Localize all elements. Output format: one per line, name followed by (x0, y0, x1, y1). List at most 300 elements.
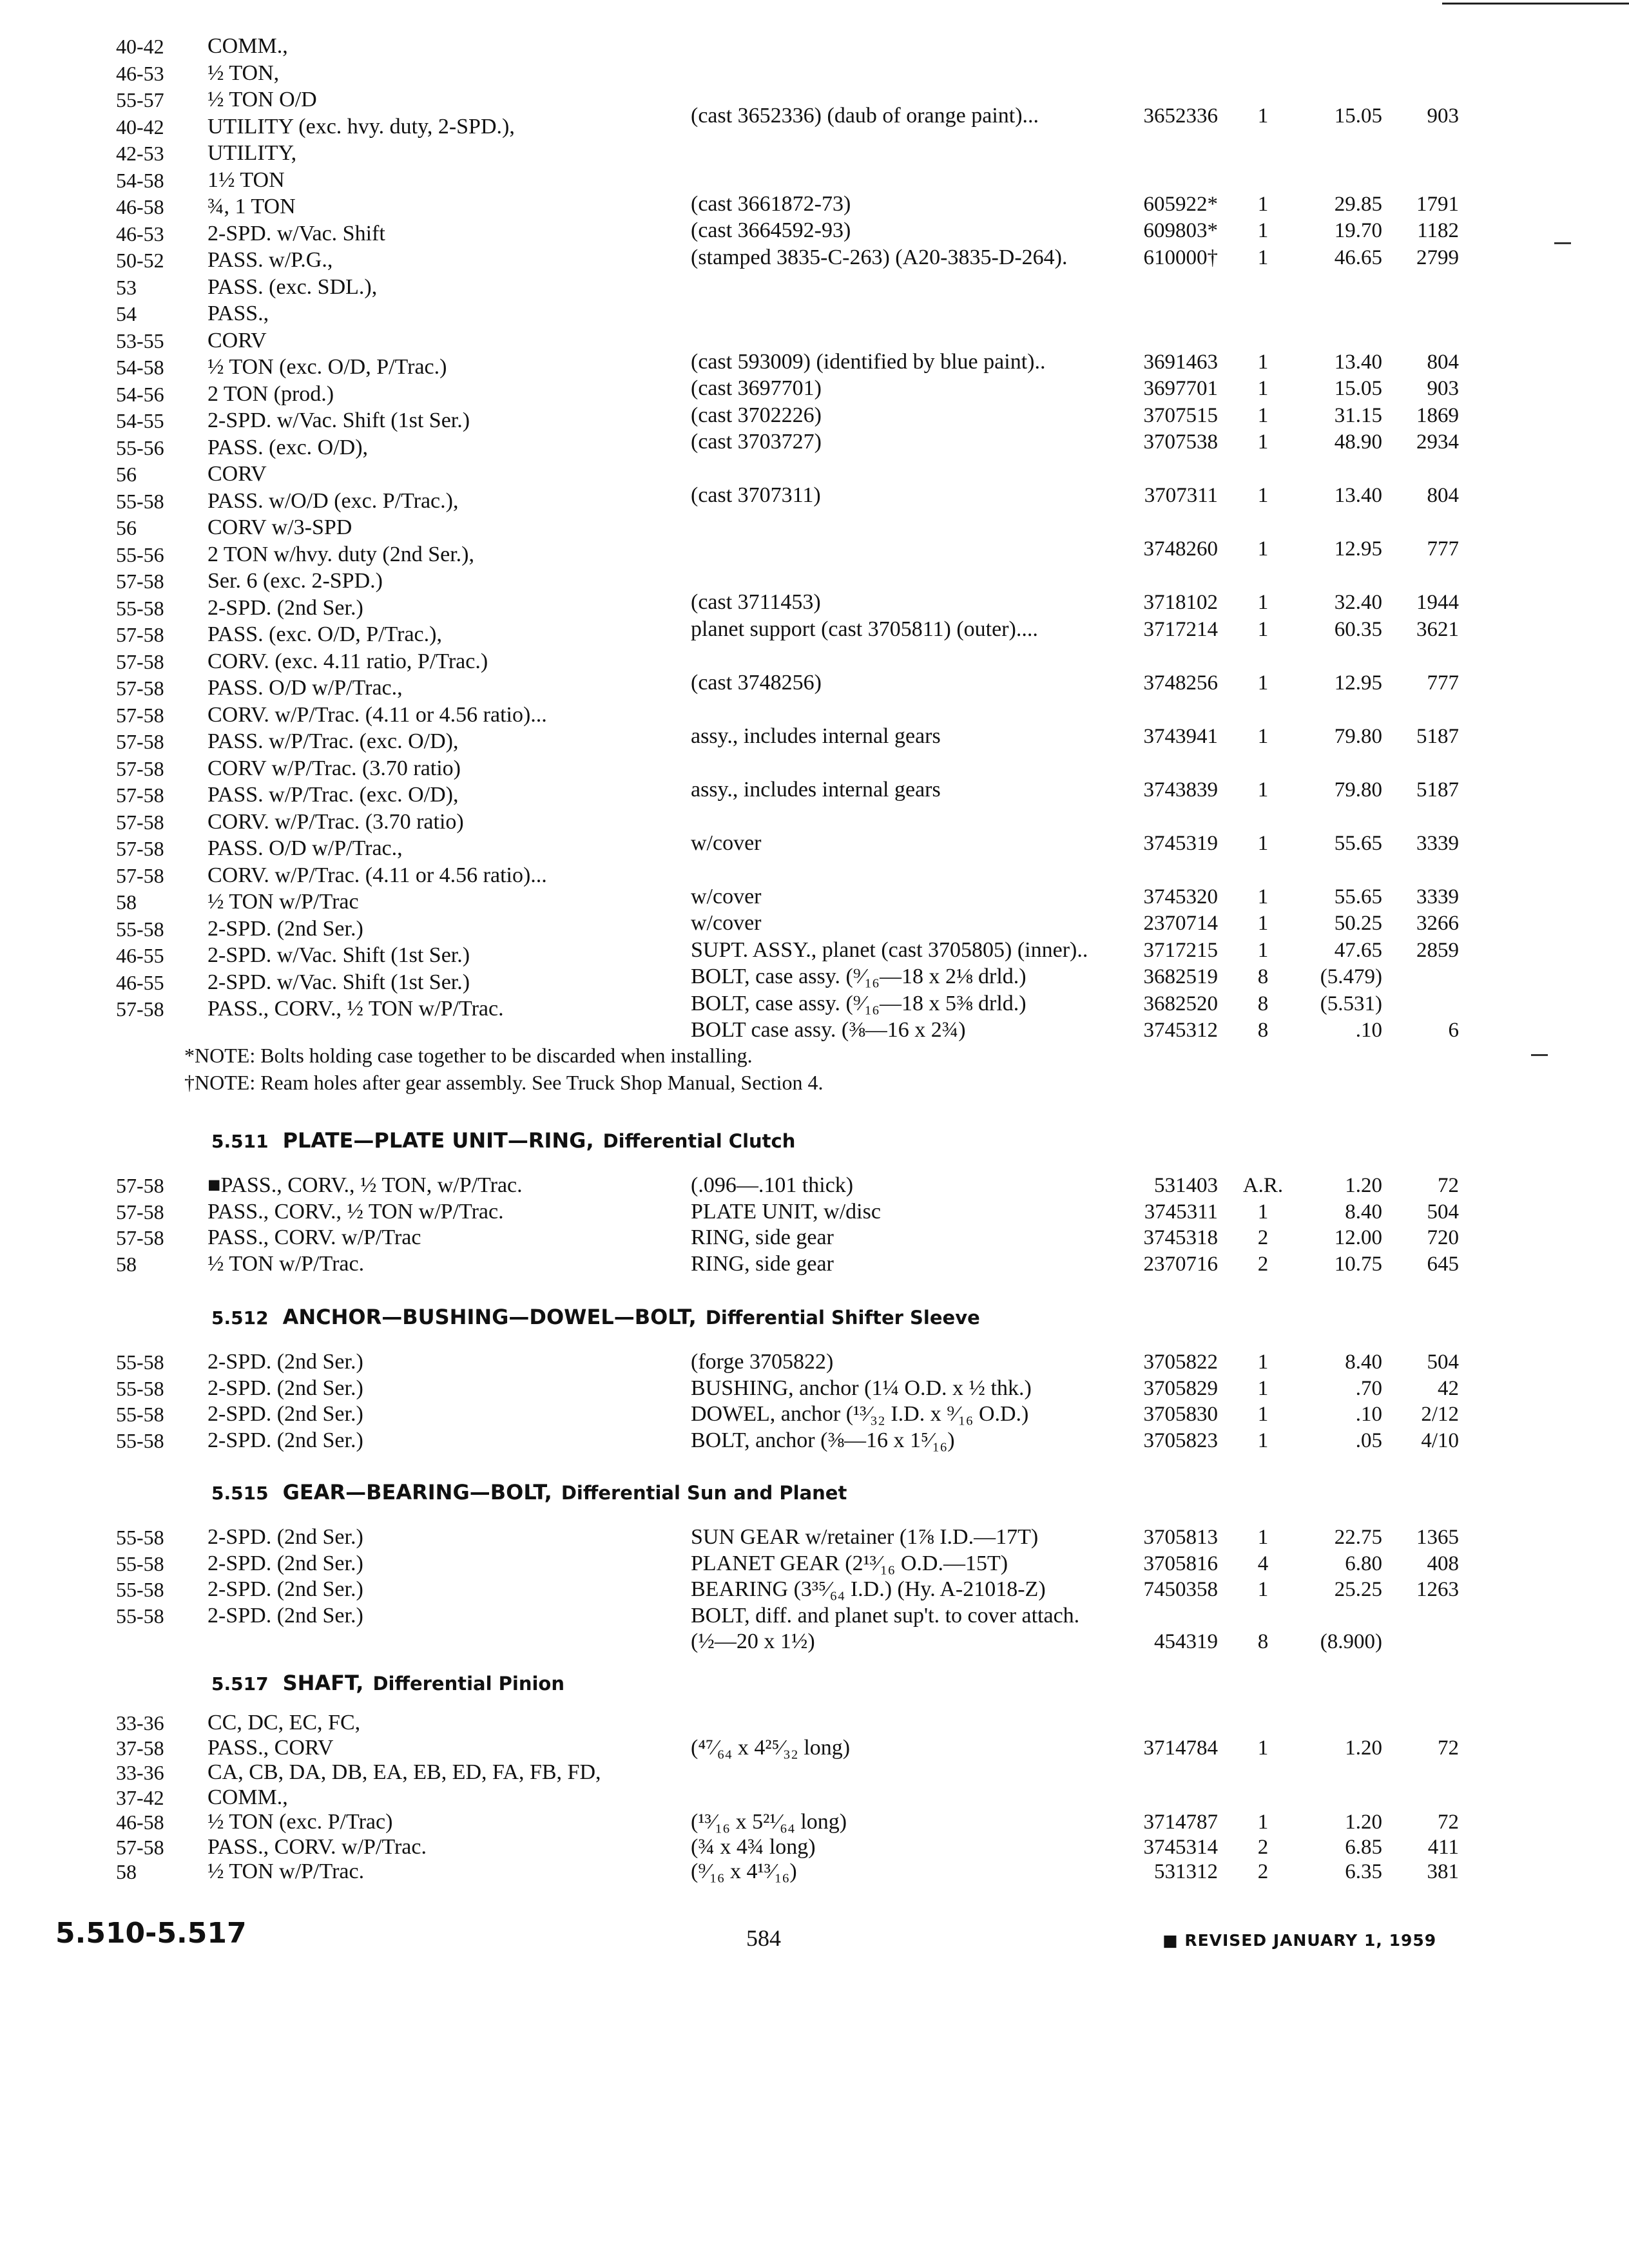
price-code: 804 (1427, 350, 1459, 374)
section-heading (211, 1128, 795, 1155)
part-description: (⁹⁄₁₆ x 4¹³⁄₁₆) (691, 1860, 797, 1883)
section-subtitle: Differential Sun and Planet (561, 1482, 847, 1504)
quantity: 2 (1257, 1860, 1269, 1883)
quantity: A.R. (1242, 1174, 1284, 1197)
part-number: 3714787 (1143, 1811, 1218, 1834)
part-number: 3707538 (1143, 430, 1218, 454)
part-number: 605922* (1143, 192, 1218, 216)
list-price: (5.479) (1320, 965, 1382, 989)
part-number: 3745319 (1143, 831, 1218, 855)
price-code: 381 (1427, 1860, 1459, 1883)
price-code: 1365 (1416, 1526, 1459, 1549)
part-description: assy., includes internal gears (691, 724, 941, 748)
list-price: 19.70 (1334, 219, 1382, 243)
part-number: 3707311 (1144, 484, 1218, 508)
price-code: 1791 (1416, 192, 1459, 216)
application: CORV (207, 328, 267, 352)
price-code: 42 (1438, 1376, 1459, 1400)
quantity: 4 (1257, 1552, 1269, 1575)
application: 2 TON w/hvy. duty (2nd Ser.), (207, 542, 474, 566)
price-code: 3621 (1416, 617, 1459, 641)
quantity: 1 (1257, 1350, 1269, 1374)
part-number: 3745314 (1143, 1835, 1218, 1859)
part-number: 609803* (1143, 219, 1218, 243)
price-code: 804 (1427, 484, 1459, 508)
price-code: 2799 (1416, 245, 1459, 269)
part-number: 3705823 (1143, 1428, 1218, 1452)
quantity: 1 (1257, 1736, 1269, 1760)
year-range: 55-57 (116, 88, 164, 111)
application: CORV w/P/Trac. (3.70 ratio) (207, 756, 461, 780)
list-price: 50.25 (1334, 912, 1382, 936)
price-code: 5187 (1416, 724, 1459, 748)
part-description: planet support (cast 3705811) (outer).... (691, 617, 1038, 641)
application: PASS., CORV., ½ TON w/P/Trac. (207, 1199, 504, 1224)
section-subtitle: Differential Shifter Sleeve (705, 1307, 980, 1329)
price-code: 777 (1427, 671, 1459, 695)
application: PASS. w/P.G., (207, 248, 333, 272)
year-range: 54-56 (116, 382, 164, 406)
year-range: 57-58 (116, 730, 164, 753)
part-description: SUPT. ASSY., planet (cast 3705805) (inner).. (691, 937, 1088, 962)
year-range: 57-58 (116, 756, 164, 780)
list-price: 12.95 (1334, 671, 1382, 695)
part-description: BOLT, case assy. (⁹⁄₁₆—18 x 5⅜ drld.) (691, 991, 1027, 1015)
section-number: 5.517 (211, 1673, 269, 1695)
part-description: w/cover (691, 884, 762, 908)
year-range: 54 (116, 302, 137, 325)
part-number: 2370714 (1143, 912, 1218, 936)
year-range: 53-55 (116, 329, 164, 352)
part-number: 3748260 (1143, 537, 1218, 561)
quantity: 1 (1257, 1578, 1269, 1601)
quantity: 1 (1257, 831, 1269, 855)
section-title: SHAFT, (282, 1671, 364, 1695)
year-range: 55-58 (116, 596, 164, 620)
price-code: 5187 (1416, 778, 1459, 802)
year-range: 46-53 (116, 61, 164, 85)
application: 2-SPD. w/Vac. Shift (1st Ser.) (207, 943, 470, 967)
footnote: *NOTE: Bolts holding case together to be discarded when installing. (184, 1044, 753, 1067)
part-number: 454319 (1154, 1630, 1218, 1653)
price-code: 504 (1427, 1200, 1459, 1224)
section-number: 5.512 (211, 1307, 269, 1329)
price-code: 903 (1427, 104, 1459, 128)
quantity: 1 (1257, 245, 1269, 269)
quantity: 1 (1257, 724, 1269, 748)
part-number: 3707515 (1143, 403, 1218, 427)
price-code: 4/10 (1421, 1428, 1459, 1452)
part-description: (cast 593009) (identified by blue paint).. (691, 349, 1046, 374)
list-price: 79.80 (1334, 724, 1382, 748)
quantity: 1 (1257, 1811, 1269, 1834)
year-range: 42-53 (116, 142, 164, 165)
application: 2-SPD. (2nd Ser.) (207, 1402, 363, 1426)
part-description: BOLT, anchor (⅜—16 x 1⁵⁄₁₆) (691, 1428, 955, 1452)
year-range: 46-58 (116, 1811, 164, 1834)
part-number: 3705813 (1143, 1526, 1218, 1549)
application: 2-SPD. (2nd Ser.) (207, 1577, 363, 1601)
part-number: 3718102 (1143, 591, 1218, 615)
year-range: 55-58 (116, 1604, 164, 1628)
margin-tick (1531, 1054, 1548, 1056)
list-price: .05 (1355, 1428, 1382, 1452)
part-number: 531403 (1154, 1174, 1218, 1197)
year-range: 55-58 (116, 1578, 164, 1601)
part-number: 3705830 (1143, 1403, 1218, 1426)
part-description: (cast 3707311) (691, 483, 821, 508)
price-code: 408 (1427, 1552, 1459, 1575)
year-range: 56 (116, 516, 137, 539)
application: CORV (207, 462, 267, 486)
price-code: 72 (1438, 1174, 1459, 1197)
year-range: 55-58 (116, 1350, 164, 1374)
application: ½ TON w/P/Trac (207, 890, 359, 914)
year-range: 37-58 (116, 1736, 164, 1760)
part-number: 3682520 (1143, 992, 1218, 1015)
list-price: 1.20 (1345, 1736, 1382, 1760)
year-range: 40-42 (116, 115, 164, 139)
quantity: 1 (1257, 1526, 1269, 1549)
list-price: 6.80 (1345, 1552, 1382, 1575)
year-range: 55-58 (116, 489, 164, 513)
year-range: 46-55 (116, 970, 164, 994)
list-price: 15.05 (1334, 104, 1382, 128)
section-number: 5.515 (211, 1483, 269, 1504)
part-description: (cast 3702226) (691, 403, 822, 427)
part-description: w/cover (691, 831, 762, 855)
part-description: BUSHING, anchor (1¼ O.D. x ½ thk.) (691, 1376, 1032, 1400)
part-number: 3717214 (1143, 617, 1218, 641)
quantity: 1 (1257, 885, 1269, 908)
year-range: 58 (116, 1252, 137, 1276)
price-code: 1263 (1416, 1578, 1459, 1601)
footer-section-range: 5.510-5.517 (55, 1917, 247, 1950)
part-number: 3745318 (1143, 1226, 1218, 1249)
year-range: 56 (116, 463, 137, 486)
year-range: 57-58 (116, 677, 164, 700)
application: 2-SPD. (2nd Ser.) (207, 916, 363, 941)
application: PASS. O/D w/P/Trac., (207, 836, 403, 860)
list-price: 31.15 (1334, 403, 1382, 427)
part-description: (cast 3748256) (691, 670, 822, 695)
year-range: 57-58 (116, 1200, 164, 1224)
year-range: 55-58 (116, 1428, 164, 1452)
list-price: 6.85 (1345, 1835, 1382, 1859)
list-price: (8.900) (1320, 1630, 1382, 1653)
year-range: 54-58 (116, 356, 164, 379)
year-range: 54-58 (116, 168, 164, 192)
application: 2-SPD. (2nd Ser.) (207, 1376, 363, 1400)
part-description: BOLT case assy. (⅜—16 x 2¾) (691, 1018, 966, 1043)
application: PASS. (exc. O/D), (207, 435, 369, 459)
year-range: 57-58 (116, 1174, 164, 1197)
application: PASS. w/P/Trac. (exc. O/D), (207, 729, 459, 753)
price-code: 1869 (1416, 403, 1459, 427)
list-price: (5.531) (1320, 992, 1382, 1015)
list-price: 55.65 (1334, 885, 1382, 908)
price-code: 3339 (1416, 885, 1459, 908)
year-range: 50-52 (116, 249, 164, 272)
quantity: 1 (1257, 778, 1269, 802)
year-range: 33-36 (116, 1761, 164, 1784)
part-number: 531312 (1154, 1860, 1218, 1883)
part-description: (.096—.101 thick) (691, 1173, 854, 1197)
application: CORV w/3-SPD (207, 515, 352, 539)
year-range: 55-58 (116, 1526, 164, 1549)
part-description: (cast 3711453) (691, 590, 821, 615)
year-range: 57-58 (116, 863, 164, 887)
part-description: (¹³⁄₁₆ x 5²¹⁄₆₄ long) (691, 1810, 847, 1834)
quantity: 2 (1257, 1252, 1269, 1276)
application: ½ TON O/D (207, 88, 317, 111)
quantity: 1 (1257, 617, 1269, 641)
application: CORV. w/P/Trac. (4.11 or 4.56 ratio)... (207, 863, 547, 887)
year-range: 57-58 (116, 997, 164, 1021)
year-range: 33-36 (116, 1711, 164, 1735)
application: CA, CB, DA, DB, EA, EB, ED, FA, FB, FD, (207, 1760, 601, 1784)
application: ½ TON (exc. P/Trac) (207, 1810, 393, 1834)
quantity: 1 (1257, 591, 1269, 615)
application: UTILITY, (207, 141, 297, 165)
list-price: 22.75 (1334, 1526, 1382, 1549)
year-range: 55-58 (116, 1403, 164, 1426)
part-number: 3745312 (1143, 1019, 1218, 1043)
part-description: (¾ x 4¾ long) (691, 1834, 816, 1859)
application: COMM., (207, 34, 288, 58)
price-code: 3266 (1416, 912, 1459, 936)
price-code: 72 (1438, 1736, 1459, 1760)
quantity: 2 (1257, 1226, 1269, 1249)
list-price: 12.00 (1334, 1226, 1382, 1249)
application: PASS., (207, 302, 269, 325)
part-description: (cast 3703727) (691, 430, 822, 454)
application: PASS. w/P/Trac. (exc. O/D), (207, 783, 459, 807)
price-code: 645 (1427, 1252, 1459, 1276)
quantity: 8 (1257, 1630, 1269, 1653)
section-number: 5.511 (211, 1131, 269, 1152)
year-range: 55-56 (116, 436, 164, 459)
part-description: BEARING (3³⁵⁄₆₄ I.D.) (Hy. A-21018-Z) (691, 1577, 1046, 1601)
application: 2-SPD. (2nd Ser.) (207, 1350, 363, 1374)
application: UTILITY (exc. hvy. duty, 2-SPD.), (207, 114, 515, 139)
part-number: 3705829 (1143, 1376, 1218, 1400)
list-price: 12.95 (1334, 537, 1382, 561)
price-code: 3339 (1416, 831, 1459, 855)
part-description: SUN GEAR w/retainer (1⅞ I.D.—17T) (691, 1525, 1039, 1549)
section-title: PLATE—PLATE UNIT—RING, (282, 1128, 594, 1153)
application: 1½ TON (207, 168, 285, 192)
quantity: 1 (1257, 1376, 1269, 1400)
year-range: 58 (116, 890, 137, 914)
price-code: 1944 (1416, 591, 1459, 615)
application: CORV. w/P/Trac. (4.11 or 4.56 ratio)... (207, 702, 547, 727)
part-description: RING, side gear (691, 1225, 834, 1249)
application: ■PASS., CORV., ½ TON, w/P/Trac. (207, 1173, 523, 1197)
application: ¾, 1 TON (207, 195, 296, 218)
year-range: 46-55 (116, 944, 164, 967)
list-price: 13.40 (1334, 350, 1382, 374)
part-description: PLATE UNIT, w/disc (691, 1199, 881, 1224)
list-price: 1.20 (1345, 1811, 1382, 1834)
application: CORV. w/P/Trac. (3.70 ratio) (207, 809, 464, 834)
application: 2-SPD. (2nd Ser.) (207, 1525, 363, 1549)
list-price: .70 (1355, 1376, 1382, 1400)
part-description: DOWEL, anchor (¹³⁄₃₂ I.D. x ⁹⁄₁₆ O.D.) (691, 1402, 1029, 1426)
quantity: 1 (1257, 377, 1269, 401)
section-heading (211, 1670, 564, 1697)
list-price: 8.40 (1345, 1200, 1382, 1224)
part-description: RING, side gear (691, 1251, 834, 1276)
year-range: 46-53 (116, 222, 164, 245)
list-price: 79.80 (1334, 778, 1382, 802)
quantity: 1 (1257, 484, 1269, 508)
quantity: 8 (1257, 1019, 1269, 1043)
application: 2-SPD. w/Vac. Shift (1st Ser.) (207, 970, 470, 994)
price-code: 903 (1427, 377, 1459, 401)
application: 2 TON (prod.) (207, 381, 334, 406)
quantity: 1 (1257, 938, 1269, 962)
part-description: (stamped 3835-C-263) (A20-3835-D-264). (691, 245, 1068, 269)
section-subtitle: Differential Pinion (372, 1673, 565, 1695)
quantity: 1 (1257, 1428, 1269, 1452)
footer-revised-date: ■ REVISED JANUARY 1, 1959 (1162, 1931, 1437, 1950)
year-range: 57-58 (116, 837, 164, 860)
quantity: 1 (1257, 1403, 1269, 1426)
price-code: 72 (1438, 1811, 1459, 1834)
list-price: 13.40 (1334, 484, 1382, 508)
application: PASS. w/O/D (exc. P/Trac.), (207, 488, 459, 513)
year-range: 46-58 (116, 195, 164, 218)
year-range: 37-42 (116, 1785, 164, 1809)
year-range: 58 (116, 1860, 137, 1883)
footnote: †NOTE: Ream holes after gear assembly. See Truck Shop Manual, Section 4. (184, 1071, 824, 1094)
year-range: 55-58 (116, 1376, 164, 1400)
year-range: 40-42 (116, 35, 164, 58)
part-description: BOLT, case assy. (⁹⁄₁₆—18 x 2⅛ drld.) (691, 965, 1027, 989)
list-price: 55.65 (1334, 831, 1382, 855)
price-code: 504 (1427, 1350, 1459, 1374)
part-description: w/cover (691, 911, 762, 936)
application: CC, DC, EC, FC, (207, 1711, 361, 1735)
list-price: .10 (1355, 1019, 1382, 1043)
quantity: 1 (1257, 350, 1269, 374)
price-code: 411 (1427, 1835, 1459, 1859)
year-range: 57-58 (116, 570, 164, 593)
application: PASS. (exc. O/D, P/Trac.), (207, 622, 442, 646)
part-number: 3697701 (1143, 377, 1218, 401)
application: 2-SPD. (2nd Ser.) (207, 1551, 363, 1575)
application: PASS., CORV. w/P/Trac. (207, 1834, 427, 1859)
part-number: 3714784 (1143, 1736, 1218, 1760)
part-number: 3682519 (1143, 965, 1218, 989)
margin-tick (1554, 242, 1571, 244)
application: PASS. (exc. SDL.), (207, 274, 378, 299)
list-price: 60.35 (1334, 617, 1382, 641)
part-number: 610000† (1143, 245, 1218, 269)
footer-page-number: 584 (746, 1925, 781, 1951)
quantity: 8 (1257, 992, 1269, 1015)
part-description: (cast 3664592-93) (691, 218, 851, 243)
application: PASS., CORV (207, 1735, 334, 1760)
application: ½ TON w/P/Trac. (207, 1860, 365, 1883)
quantity: 1 (1257, 104, 1269, 128)
corner-rule (1442, 3, 1629, 5)
part-description: PLANET GEAR (2¹³⁄₁₆ O.D.—15T) (691, 1551, 1008, 1575)
part-description: (cast 3697701) (691, 376, 822, 401)
list-price: 15.05 (1334, 377, 1382, 401)
application: 2-SPD. w/Vac. Shift (1st Ser.) (207, 408, 470, 432)
year-range: 57-58 (116, 1226, 164, 1249)
price-code: 2/12 (1421, 1403, 1459, 1426)
part-description: (cast 3652336) (daub of orange paint)... (691, 103, 1039, 128)
section-title: ANCHOR—BUSHING—DOWEL—BOLT, (282, 1305, 697, 1329)
application: ½ TON w/P/Trac. (207, 1251, 365, 1276)
quantity: 8 (1257, 965, 1269, 989)
part-number: 3748256 (1143, 671, 1218, 695)
part-number: 3652336 (1143, 104, 1218, 128)
list-price: 32.40 (1334, 591, 1382, 615)
price-code: 2934 (1416, 430, 1459, 454)
part-description: (cast 3661872-73) (691, 191, 851, 216)
year-range: 55-56 (116, 543, 164, 566)
year-range: 53 (116, 275, 137, 299)
list-price: 1.20 (1345, 1174, 1382, 1197)
part-number: 2370716 (1143, 1252, 1218, 1276)
price-code: 1182 (1417, 219, 1459, 243)
part-number: 3717215 (1143, 938, 1218, 962)
application: ½ TON, (207, 61, 280, 85)
quantity: 1 (1257, 912, 1269, 936)
part-number: 3691463 (1143, 350, 1218, 374)
part-description: BOLT, diff. and planet sup't. to cover attach. (691, 1603, 1080, 1628)
application: CORV. (exc. 4.11 ratio, P/Trac.) (207, 649, 488, 673)
part-number: 3745311 (1144, 1200, 1218, 1224)
application: PASS. O/D w/P/Trac., (207, 676, 403, 700)
part-description: (⁴⁷⁄₆₄ x 4²⁵⁄₃₂ long) (691, 1735, 851, 1760)
section-heading (211, 1479, 847, 1506)
year-range: 55-58 (116, 1552, 164, 1575)
section-subtitle: Differential Clutch (602, 1130, 796, 1152)
list-price: 10.75 (1334, 1252, 1382, 1276)
part-number: 3705816 (1143, 1552, 1218, 1575)
list-price: 46.65 (1334, 245, 1382, 269)
part-number: 3743839 (1143, 778, 1218, 802)
application: 2-SPD. (2nd Ser.) (207, 1603, 363, 1628)
list-price: 8.40 (1345, 1350, 1382, 1374)
quantity: 1 (1257, 671, 1269, 695)
quantity: 1 (1257, 1200, 1269, 1224)
list-price: .10 (1355, 1403, 1382, 1426)
price-code: 2859 (1416, 938, 1459, 962)
year-range: 55-58 (116, 917, 164, 941)
year-range: 57-58 (116, 703, 164, 727)
quantity: 1 (1257, 219, 1269, 243)
application: 2-SPD. (2nd Ser.) (207, 1428, 363, 1452)
quantity: 1 (1257, 403, 1269, 427)
application: ½ TON (exc. O/D, P/Trac.) (207, 355, 447, 379)
list-price: 25.25 (1334, 1578, 1382, 1601)
section-heading (211, 1304, 980, 1331)
year-range: 54-55 (116, 409, 164, 432)
application: PASS., CORV., ½ TON w/P/Trac. (207, 997, 504, 1021)
year-range: 57-58 (116, 623, 164, 646)
quantity: 1 (1257, 192, 1269, 216)
part-number: 3705822 (1143, 1350, 1218, 1374)
application: Ser. 6 (exc. 2-SPD.) (207, 569, 383, 593)
part-description: (forge 3705822) (691, 1350, 834, 1374)
price-code: 6 (1448, 1019, 1459, 1043)
